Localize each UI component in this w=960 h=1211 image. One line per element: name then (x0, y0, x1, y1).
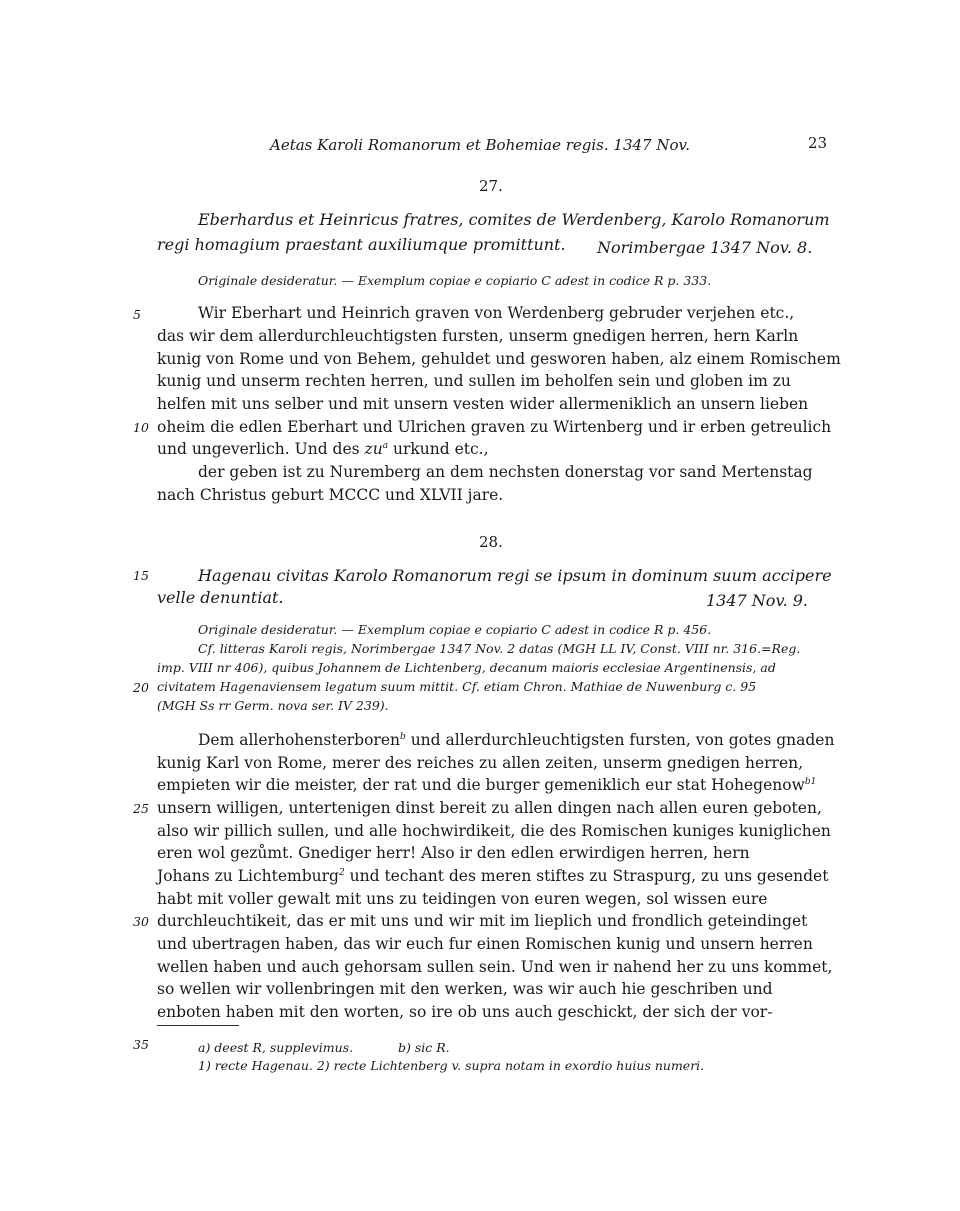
text-27-line-8: der geben ist zu Nuremberg an dem nechsten donerstag vor sand Mertenstag (198, 463, 813, 481)
summary-27-line-1: Eberhardus et Heinricus fratres, comites de Werdenberg, Karolo Romanorum (198, 210, 830, 229)
text-27-line-6: oheim die edlen Eberhart und Ulrichen graven zu Wirtenberg und ir erben getreulich (157, 418, 832, 436)
text-27-line-2: das wir dem allerdurchleuchtigsten fursten, unserm gnedigen herren, hern Karln (157, 327, 799, 345)
line-number-35: 35 (133, 1037, 149, 1052)
text-27-line-1: Wir Eberhart und Heinrich graven von Werdenberg gebruder verjehen etc., (198, 304, 795, 322)
text-27-line-4: kunig und unserm rechten herren, und sullen im beholfen sein und globen im zu (157, 372, 791, 390)
footnote-rule (157, 1025, 239, 1026)
text-27-line-7: und ungeverlich. Und des $zu^a$ urkund etc., (157, 440, 489, 458)
footnote-a: a) deest R, supplevimus. (198, 1040, 354, 1055)
text-28-line-6: eren wol gezůmt. Gnediger herr! Also ir den edlen erwirdigen herren, hern (157, 844, 750, 862)
text-27-line-9: nach Christus geburt MCCC und XLVII jare. (157, 486, 504, 504)
line-number-30: 30 (133, 914, 149, 929)
note-28-line-3: imp. VIII nr 406), quibus Johannem de Lichtenberg, decanum maioris ecclesiae Argentinensis, ad (157, 660, 776, 675)
running-title: Aetas Karoli Romanorum et Bohemiae regis. 1347 Nov. (270, 136, 690, 154)
document-number-27: 27. (479, 177, 503, 195)
summary-27-line-2: regi homagium praestant auxiliumque promittunt. (157, 235, 566, 254)
note-28-line-1: Originale desideratur. — Exemplum copiae e copiario C adest in codice R p. 456. (198, 622, 712, 637)
line-number-15: 15 (133, 568, 149, 583)
line-number-5: 5 (133, 307, 141, 322)
text-28-line-12: so wellen wir vollenbringen mit den werken, was wir auch hie geschriben und (157, 980, 773, 998)
footnote-numeric: 1) recte Hagenau. 2) recte Lichtenberg v. supra notam in exordio huius numeri. (198, 1058, 705, 1073)
text-28-line-5: also wir pillich sullen, und alle hochwirdikeit, die des Romischen kuniges kuniglichen (157, 822, 831, 840)
text-28-line-13: enboten haben mit den worten, so ire ob uns auch geschickt, der sich der vor- (157, 1003, 773, 1021)
text-28-line-11: wellen haben und auch gehorsam sullen sein. Und wen ir nahend her zu uns kommet, (157, 958, 833, 976)
note-28-line-5: (MGH Ss rr Germ. nova ser. IV 239). (157, 698, 389, 713)
summary-28-line-1: Hagenau civitas Karolo Romanorum regi se ipsum in dominum suum accipere (198, 566, 832, 585)
note-27: Originale desideratur. — Exemplum copiae e copiario C adest in codice R p. 333. (198, 273, 712, 288)
text-28-line-1: Dem allerhohensterboren$^b$ und allerdurchleuchtigsten fursten, von gotes gnaden (198, 731, 835, 749)
line-number-25: 25 (133, 801, 149, 816)
text-28-line-10: und ubertragen haben, das wir euch fur einen Romischen kunig und unsern herren (157, 935, 813, 953)
line-number-20: 20 (133, 680, 149, 695)
note-28-line-2: Cf. litteras Karoli regis, Norimbergae 1347 Nov. 2 datas (MGH LL IV, Const. VIII nr. 316.=Reg. (198, 641, 801, 656)
text-27-line-3: kunig von Rome und von Behem, gehuldet und gesworen haben, alz einem Romischem (157, 350, 841, 368)
text-28-line-2: kunig Karl von Rome, merer des reiches zu allen zeiten, unserm gnedigen herren, (157, 754, 804, 772)
date-27: Norimbergae 1347 Nov. 8. (597, 238, 813, 257)
page-number: 23 (808, 134, 828, 152)
note-28-line-4: civitatem Hagenaviensem legatum suum mittit. Cf. etiam Chron. Mathiae de Nuwenburg c. 95 (157, 679, 757, 694)
text-28-line-9: durchleuchtikeit, das er mit uns und wir mit im lieplich und frondlich geteindinget (157, 912, 808, 930)
text-28-line-3: empieten wir die meister, der rat und die burger gemeniklich eur stat Hohegenow$^{b1}$ (157, 776, 817, 794)
line-number-10: 10 (133, 420, 149, 435)
text-28-line-8: habt mit voller gewalt mit uns zu teidingen von euren wegen, sol wissen eure (157, 890, 768, 908)
summary-28-line-2: velle denuntiat. (157, 588, 284, 607)
footnote-b: b) sic R. (398, 1040, 450, 1055)
document-number-28: 28. (479, 533, 503, 551)
date-28: 1347 Nov. 9. (706, 591, 809, 610)
text-28-line-4: unsern willigen, untertenigen dinst bereit zu allen dingen nach allen euren geboten, (157, 799, 822, 817)
text-27-line-5: helfen mit uns selber und mit unsern vesten wider allermeniklich an unsern lieben (157, 395, 809, 413)
text-28-line-7: Johans zu Lichtemburg$^2$ und techant des meren stiftes zu Straspurg, zu uns gesendet (157, 867, 829, 885)
